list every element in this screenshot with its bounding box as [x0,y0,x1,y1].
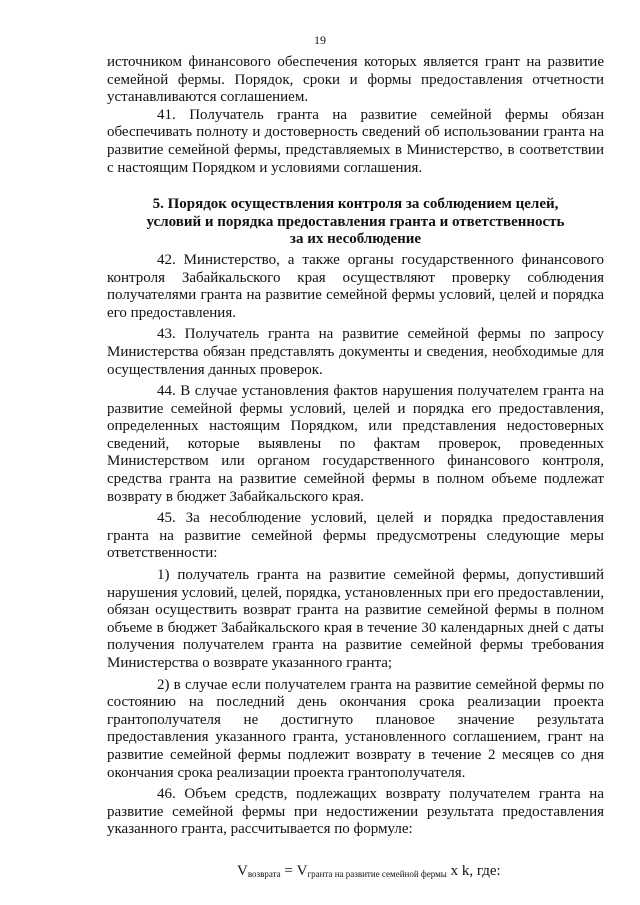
paragraph-45-item-1: 1) получатель гранта на развитие семейной фермы, допустивший нарушения условий, целей, порядка, установленных при его предоставлении, обязан осуществить возврат гранта на развитие семейной фермы в полном объеме в бюджет Забайкальского края в течение 30 календарных дней с даты получения получателем гранта на развитие семейной фермы требования Министерства о возврате указанного гранта; [107,567,604,671]
formula-rhs: V [296,862,308,879]
formula-tail: x k, где: [446,862,501,879]
formula-lhs-subscript: возврата [247,868,281,879]
paragraph-45-item-2: 2) в случае если получателем гранта на развитие семейной фермы по состоянию на последний день окончания срока реализации проекта грантополучателя не достигнуто плановое значение результата предоставления указанного гранта, установленного соглашением, грант на развитие семейной фермы подлежит возврату в течение 2 месяцев со дня окончания срока реализации проекта грантополучателя. [107,676,604,781]
paragraph-45: 45. За несоблюдение условий, целей и порядка предоставления гранта на развитие семейной фермы предусмотрены следующие меры ответственности: [107,510,604,562]
intro-paragraph: источником финансового обеспечения которых является грант на развитие семейной фермы. Порядок, сроки и формы предоставления отчетности устанавливаются соглашением. [107,54,604,106]
formula-rhs-subscript: гранта на развитие семейной фермы [307,868,447,879]
formula [107,861,604,884]
formula-equals: = [280,862,297,879]
section-heading-line-1: 5. Порядок осуществления контроля за соблюдением целей, [152,196,559,213]
paragraph-43: 43. Получатель гранта на развитие семейной фермы по запросу Министерства обязан представлять документы и сведения, необходимые для осуществления данных проверок. [107,326,604,378]
section-heading-line-2: условий и порядка предоставления гранта и ответственность [146,213,565,230]
formula-lhs: V [237,862,248,879]
document-body [107,54,604,884]
paragraph-46: 46. Объем средств, подлежащих возврату получателем гранта на развитие семейной фермы при недостижении результата предоставления указанного гранта, рассчитывается по формуле: [107,786,604,838]
section-heading-line-3: за их несоблюдение [289,231,422,248]
page-number: 19 [314,33,326,47]
paragraph-44: 44. В случае установления фактов нарушения получателем гранта на развитие семейной фермы условий, целей и порядка его предоставления, определенных настоящим Порядком, или представления недостоверных сведений, которые выявлены по фактам проверок, проведенных Министерством или органом государственного финансового контроля, средства гранта на развитие семейной фермы в полном объеме подлежат возврату в бюджет Забайкальского края. [107,383,604,505]
section-heading [107,196,604,249]
paragraph-41: 41. Получатель гранта на развитие семейной фермы обязан обеспечивать полноту и достоверность сведений об использовании гранта на развитие семейной фермы, представляемых в Министерство, в соответствии с настоящим Порядком и условиями соглашения. [107,106,604,176]
paragraph-42: 42. Министерство, а также органы государственного финансового контроля Забайкальского края осуществляют проверку соблюдения получателями гранта на развитие семейной фермы условий, целей и порядка его предоставления. [107,251,604,321]
